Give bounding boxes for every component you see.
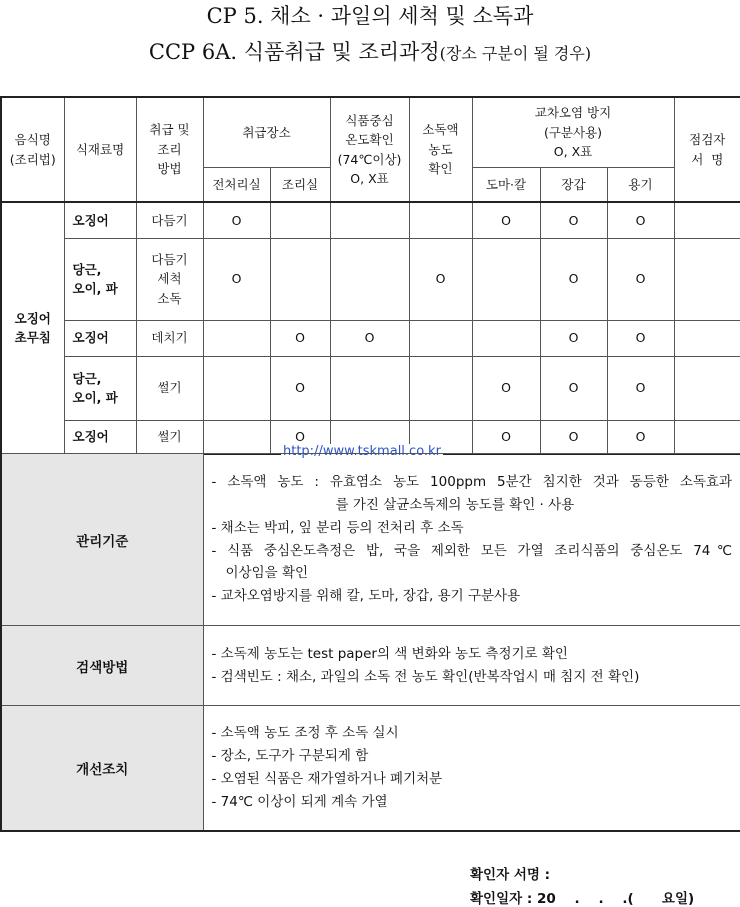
header-glove: 장갑 [540, 167, 607, 202]
dish-name: 오징어 초무침 [1, 202, 64, 454]
cook-room-cell[interactable]: O [270, 320, 330, 356]
container-cell[interactable]: O [607, 420, 674, 454]
board-cell[interactable] [472, 238, 540, 320]
title-line-1: CP 5. 채소 · 과일의 세척 및 소독과 [206, 4, 534, 28]
method-cell: 데치기 [136, 320, 203, 356]
signature-cell[interactable] [674, 238, 740, 320]
criteria-row [1, 626, 740, 706]
header-inspector: 점검자 서 명 [674, 97, 740, 202]
cook-room-cell[interactable]: O [270, 420, 330, 454]
container-cell[interactable]: O [607, 356, 674, 420]
header-board: 도마·칼 [472, 167, 540, 202]
temp-cell[interactable] [330, 238, 409, 320]
board-cell[interactable]: O [472, 420, 540, 454]
disinfect-cell[interactable] [409, 356, 472, 420]
table-row [1, 320, 740, 356]
table-row [1, 202, 740, 238]
title-line-2 [0, 36, 740, 66]
confirm-date[interactable]: 확인일자 : 20 . . .( 요일) [470, 891, 695, 907]
criteria-text: - 소독액 농도 : 유효염소 농도 100ppm 5분간 침지한 것과 동등한 소독효과 를 가진 살균소독제의 농도를 확인 · 사용 - 채소는 박피, 잎 분리 등의 전처리 후 소독 - 식품 중심온도측정은 밥, 국을 제외한 모든 가열 조리식품의 중심온도 74℃ 이상임을 확인 - 교차오염방지를 위해 칼, 도마, 장갑, 용기 구분사용 [203, 454, 740, 626]
header-dish: 음식명 (조리법) [1, 97, 64, 202]
ingredient-cell: 당근, 오이, 파 [64, 356, 136, 420]
confirmer-signature[interactable]: 확인자 서명 : [470, 867, 551, 883]
board-cell[interactable]: O [472, 356, 540, 420]
glove-cell[interactable]: O [540, 238, 607, 320]
signature-cell[interactable] [674, 420, 740, 454]
watermark-url: http://www.tskmall.co.kr [283, 444, 441, 459]
criteria-label: 검색방법 [1, 626, 203, 706]
header-method: 취급 및 조리 방법 [136, 97, 203, 202]
pre-room-cell[interactable] [203, 320, 270, 356]
container-cell[interactable]: O [607, 238, 674, 320]
disinfect-cell[interactable] [409, 202, 472, 238]
header-ingredient: 식재료명 [64, 97, 136, 202]
glove-cell[interactable]: O [540, 420, 607, 454]
container-cell[interactable]: O [607, 320, 674, 356]
ingredient-cell: 당근, 오이, 파 [64, 238, 136, 320]
pre-room-cell[interactable]: O [203, 202, 270, 238]
criteria-label: 개선조치 [1, 706, 203, 831]
pre-room-cell[interactable] [203, 356, 270, 420]
method-cell: 다듬기 [136, 202, 203, 238]
header-pre-room: 전처리실 [203, 167, 270, 202]
temp-cell[interactable]: O [330, 320, 409, 356]
glove-cell[interactable]: O [540, 356, 607, 420]
header-cook-room: 조리실 [270, 167, 330, 202]
criteria-text: - 소독제 농도는 test paper의 색 변화와 농도 측정기로 확인 - 검색빈도 : 채소, 과일의 소독 전 농도 확인(반복작업시 매 침지 전 확인) [203, 626, 740, 706]
board-cell[interactable]: O [472, 202, 540, 238]
disinfect-cell[interactable] [409, 320, 472, 356]
criteria-row [1, 454, 740, 626]
ingredient-cell: 오징어 [64, 320, 136, 356]
criteria-text: - 소독액 농도 조정 후 소독 실시 - 장소, 도구가 구분되게 함 - 오염된 식품은 재가열하거나 폐기처분 - 74℃ 이상이 되게 계속 가열 [203, 706, 740, 831]
criteria-row [1, 706, 740, 831]
criteria-table [0, 453, 740, 832]
haccp-check-table [0, 96, 740, 455]
cook-room-cell[interactable] [270, 202, 330, 238]
method-cell: 썰기 [136, 420, 203, 454]
temp-cell[interactable] [330, 356, 409, 420]
signature-cell[interactable] [674, 320, 740, 356]
header-temp: 식품중심 온도확인 (74℃이상) O, X표 [330, 97, 409, 202]
method-cell: 썰기 [136, 356, 203, 420]
ingredient-cell: 오징어 [64, 202, 136, 238]
glove-cell[interactable]: O [540, 320, 607, 356]
cook-room-cell[interactable]: O [270, 356, 330, 420]
header-container: 용기 [607, 167, 674, 202]
temp-cell[interactable] [330, 202, 409, 238]
signature-cell[interactable] [674, 202, 740, 238]
pre-room-cell[interactable] [203, 420, 270, 454]
method-cell: 다듬기 세척 소독 [136, 238, 203, 320]
cook-room-cell[interactable] [270, 238, 330, 320]
board-cell[interactable] [472, 320, 540, 356]
disinfect-cell[interactable]: O [409, 238, 472, 320]
table-row [1, 238, 740, 320]
pre-room-cell[interactable]: O [203, 238, 270, 320]
title-sub: (장소 구분이 될 경우) [439, 44, 592, 63]
signature-cell[interactable] [674, 356, 740, 420]
glove-cell[interactable]: O [540, 202, 607, 238]
container-cell[interactable]: O [607, 202, 674, 238]
title-main: CCP 6A. 식품취급 및 조리과정 [148, 40, 440, 64]
ingredient-cell: 오징어 [64, 420, 136, 454]
criteria-label: 관리기준 [1, 454, 203, 626]
header-disinfect: 소독액 농도 확인 [409, 97, 472, 202]
header-place: 취급장소 [203, 97, 330, 167]
header-cross: 교차오염 방지 (구분사용) O, X표 [472, 97, 674, 167]
table-row [1, 356, 740, 420]
